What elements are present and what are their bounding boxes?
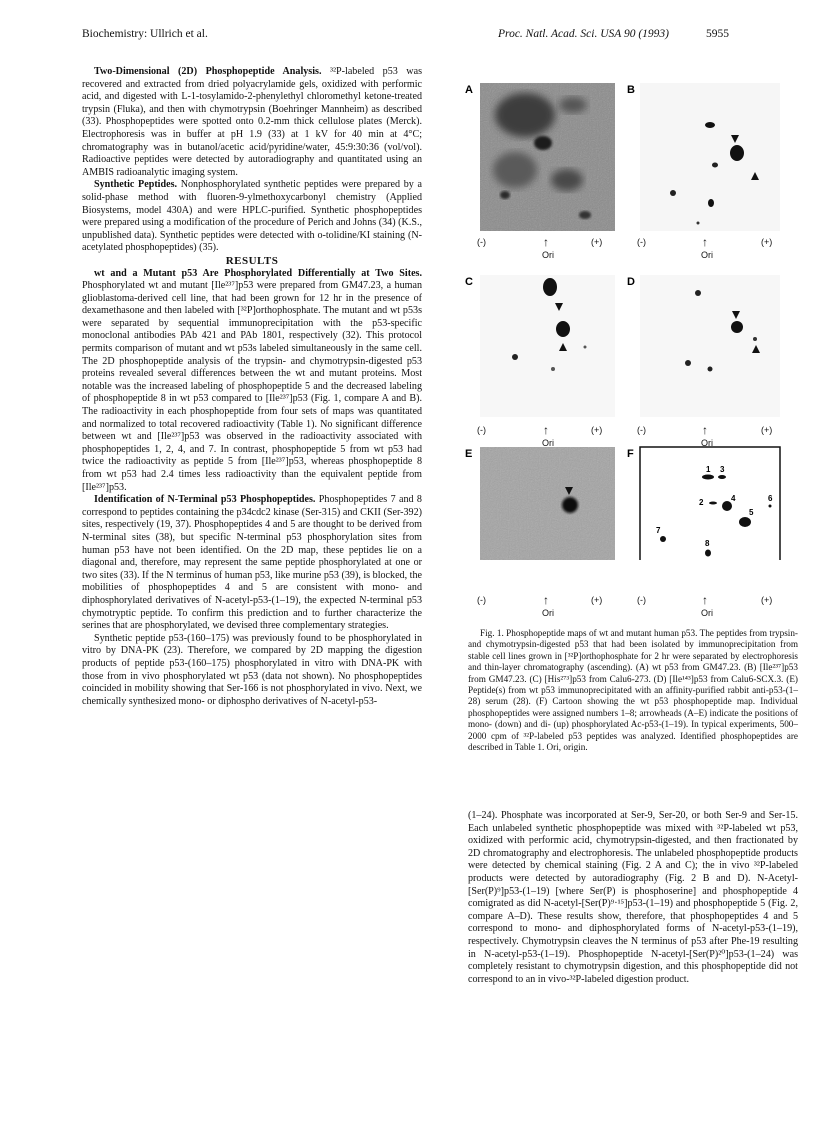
- panel-c-spot: [551, 367, 555, 371]
- panel-b-spot: [730, 145, 744, 161]
- panel-b-spot: [708, 199, 714, 207]
- left-column: [82, 66, 422, 708]
- paragraph-text: Nonphosphorylated synthetic peptides were prepared by a solid-phase method with fluoren-9-ylmethoxycarbonyl chemistry (Applied Biosystems, model 430A) and were HPLC-purified. Synthetic phosphopeptides were prepared using a modification of the procedure of Perich and Johns (34) (K.S., unpublished data). Synthetic peptides were detected with o-tolidine/KI staining (N-acetylated phosphopeptides) (35).: [82, 179, 422, 254]
- cartoon-number-6: 6: [768, 494, 773, 503]
- origin-label: Ori: [542, 608, 554, 618]
- origin-label: Ori: [701, 608, 713, 618]
- page-number: 5955: [706, 28, 729, 40]
- runin-heading: Two-Dimensional (2D) Phosphopeptide Analysis.: [94, 66, 322, 77]
- panel-c-background: [480, 275, 615, 417]
- runin-heading: Identification of N-Terminal p53 Phosphopeptides.: [94, 494, 316, 506]
- panel-a-smear: [551, 169, 583, 191]
- paragraph-text: Phosphorylated wt and mutant [Ile²³⁷]p53 were prepared from GM47.23, a human glioblastoma-derived cell line, that had been grown for 12 hr in the presence of dexamethasone and then labeled with [³²P]orthophosphate. The mutant and wt p53s were separated by sequential immunoprecipitation with the p53-specific monoclonal antibodies PAb 421 and PAb 1801, respectively (32). This protocol permits comparison of mutant and wt p53s labeled simultaneously in the same cell. The 2D phosphopeptide analysis of the trypsin- and chymotrypsin-digested p53 proteins revealed several differences between the wt and mutant proteins. Most notable was the increased labeling of phosphopeptide 5 and the decreased labeling of phosphopeptide 8 in wt p53 compared to [Ile²³⁷]p53 (Fig. 1, compare A and B). The radioactivity in each phosphopeptide from four sets of maps was quantitated and normalized to total recovered radioactivity (Table 1). No significant difference between wt and [Ile²³⁷]p53 was observed in the radioactivity associated with phosphopeptides 1, 2, 4, and 7. In contrast, phosphopeptide 5 from wt p53 had twice the radioactivity as peptide 5 from [Ile²³⁷]p53, whereas phosphopeptide 8 from wt p53 had 2.4 times less radioactivity than the equivalent peptide from [Ile²³⁷]p53.: [82, 280, 422, 493]
- panel-d-spot: [731, 321, 743, 333]
- panel-a: [480, 83, 615, 231]
- origin-arrow-icon: ↑: [543, 423, 549, 437]
- results-heading: RESULTS: [225, 254, 279, 267]
- panel-a-smear: [559, 97, 587, 113]
- caption-title: Fig. 1.: [480, 628, 504, 638]
- cartoon-number-2: 2: [699, 498, 704, 507]
- paragraph-synthetic-peptide-dnapk: Synthetic peptide p53-(160–175) was previously found to be phosphorylated in vitro by DNA-PK (23). Therefore, we compared by 2D mapping the digestion products of peptide p53-(160–175) phosphorylated in vitro with DNA-PK with those from in vivo phosphorylated wt p53 (data not shown). No phosphopeptides coincided in mobility showing that Ser-166 is not phosphorylated in vivo. Next, we chemically synthesized mono- or diphospho derivatives of N-acetyl-p53-: [82, 632, 422, 707]
- cartoon-spot-6: [769, 505, 772, 508]
- panel-b-spot: [670, 190, 676, 196]
- panel-d-spot: [685, 360, 691, 366]
- panel-c-spot: [543, 278, 557, 296]
- cartoon-spot-2: [709, 502, 717, 505]
- right-column-text: [468, 810, 798, 986]
- cartoon-spot-3: [718, 475, 726, 479]
- running-header-journal: Proc. Natl. Acad. Sci. USA 90 (1993): [498, 28, 669, 40]
- minus-label: (-): [477, 237, 486, 247]
- paragraph-text: Phosphopeptides 7 and 8 correspond to peptides containing the p34cdc2 kinase (Ser-315) and CKII (Ser-392) sites, respectively (19, 37). Phosphopeptides 4 and 5 are thought to be derived from N-terminal sites (38), but specific N-terminal p53 phosphorylation sites from human p53 have not been identified. On the 2D map, these peptides lie on a diagonal and, therefore, may represent the same peptide phosphorylated at one or two sites (33). If the N terminus of human p53, like murine p53 (39), is blocked, the mobilities of phosphopeptides 4 and 5 are consistent with mono- and diphosphorylated derivatives of N-acetyl-p53-(1–19), the expected N-terminal p53 chymotryptic peptide. To confirm this prediction and to further characterize the serines that are phosphorylated, we devised three complementary strategies.: [82, 494, 422, 632]
- panel-d-spot: [708, 367, 713, 372]
- paragraph-synthetic-peptides: [82, 179, 422, 255]
- cartoon-number-7: 7: [656, 526, 661, 535]
- origin-label: Ori: [701, 250, 713, 260]
- panel-letter-c: C: [465, 276, 473, 288]
- cartoon-spot-8: [705, 550, 711, 557]
- panel-e: [480, 447, 615, 560]
- cartoon-spot-1: [702, 475, 714, 480]
- plus-label: (+): [591, 595, 603, 605]
- minus-label: (-): [477, 425, 486, 435]
- origin-label: Ori: [701, 438, 713, 448]
- panel-c: [480, 275, 615, 417]
- panel-b: [640, 83, 780, 231]
- origin-arrow-icon: ↑: [543, 235, 549, 249]
- origin-arrow-icon: ↑: [702, 235, 708, 249]
- panel-letter-a: A: [465, 84, 473, 96]
- panel-d-spot: [695, 290, 701, 296]
- minus-label: (-): [637, 237, 646, 247]
- panel-f: [640, 447, 780, 560]
- paragraph-text: ³²P-labeled p53 was recovered and extracted from dried polyacrylamide gels, oxidized with performic acid, and digested with L-1-tosylamido-2-phenylethyl chloromethyl ketone-treated trypsin (Fluka), and then with chymotrypsin (Boehringer Mannheim) as described (33). Phosphopeptides were spotted onto 0.2-mm thick cellulose plates (Merck). Electrophoresis was in buffer at pH 1.9 (33) at 1 kV for 40 min at 4°C; chromatography was in butanol/acetic acid/pyridine/water, 45:9:30:36 (vol/vol). Radioactive peptides were detected by autoradiography and quantitated using an AMBIS radioanalytic imaging system.: [82, 66, 422, 178]
- caption-text: Phosphopeptide maps of wt and mutant human p53. The peptides from trypsin- and chymotrypsin-digested p53 that had been isolated by immunoprecipitation from stable cell lines grown in [³²P]orthophosphate for 2 hr were separated by electrophoresis and thin-layer chromatography (ascending). (A) wt p53 from GM47.23. (B) [Ile²³⁷]p53 from GM47.23. (C) [His²⁷³]p53 from Calu6-273. (D) [Ile¹⁴³]p53 from Calu6-SCX.3. (E) Peptide(s) from wt p53 immunoprecipitated with an affinity-purified rabbit anti-p53-(1–28) serum (28). (F) Cartoon showing the wt p53 phosphopeptide map. Individual phosphopeptides were assigned numbers 1–8; arrowheads (A–E) indicate the positions of mono- (down) and di- (up) phosphorylated Ac-p53-(1–19). In typical experiments, 500–2000 cpm of ³²P-labeled p53 peptides was analyzed. Identified phosphopeptides are described in Table 1. Ori, origin.: [468, 628, 798, 753]
- plus-label: (+): [761, 595, 773, 605]
- plus-label: (+): [761, 237, 773, 247]
- cartoon-number-3: 3: [720, 465, 725, 474]
- panel-a-spot: [579, 211, 591, 219]
- panel-d-spot: [753, 337, 757, 341]
- paragraph-2d-analysis: [82, 66, 422, 179]
- plus-label: (+): [591, 425, 603, 435]
- panel-c-spot: [584, 346, 587, 349]
- cartoon-number-1: 1: [706, 465, 711, 474]
- panel-a-smear: [495, 93, 555, 137]
- panel-letter-f: F: [627, 448, 634, 460]
- panel-b-spot: [697, 222, 700, 225]
- running-header-authors: Biochemistry: Ullrich et al.: [82, 28, 208, 40]
- cartoon-spot-5: [739, 517, 751, 527]
- origin-arrow-icon: ↑: [702, 593, 708, 607]
- panel-letter-d: D: [627, 276, 635, 288]
- plus-label: (+): [761, 425, 773, 435]
- phosphopeptide-maps: [455, 75, 795, 560]
- panel-d-background: [640, 275, 780, 417]
- plus-label: (+): [591, 237, 603, 247]
- paragraph-n-terminal: [82, 494, 422, 633]
- paragraph-continued: (1–24). Phosphate was incorporated at Ser-9, Ser-20, or both Ser-9 and Ser-15. Each unlabeled synthetic phosphopeptide was mixed with ³²P-labeled wt p53, oxidized with performic acid, chymotrypsin-digested, and then fractionated by 2D chromatography and electrophoresis. The unlabeled phosphopeptide products were detected by chemical staining (Fig. 2 A and C); the in vivo ³²P-labeled products were detected by autoradiography (Fig. 2 B and D). N-Acetyl-[Ser(P)⁹]p53-(1–19) [where Ser(P) is phosphoserine] and phosphopeptide 4 comigrated as did N-acetyl-[Ser(P)⁹·¹⁵]p53-(1–19) and phosphopeptide 5 (Fig. 2, compare A–D). These results show, therefore, that phosphopeptides 4 and 5 correspond to mono- and diphosphorylated forms of N-acetyl-p53-(1–19), respectively. Chymotrypsin cleaves the N terminus of p53 after Phe-19 resulting in N-acetyl-p53-(1–19). Phosphopeptide N-acetyl-[Ser(P)²⁰]p53-(1–24) was completely resistant to chymotrypsin digestion, and this phosphopeptide did not correspond to an in vivo-³²P-labeled digestion product.: [468, 810, 798, 985]
- figure-caption: [468, 628, 798, 753]
- runin-heading: wt and a Mutant p53 Are Phosphorylated Differentially at Two Sites.: [94, 267, 422, 279]
- minus-label: (-): [637, 425, 646, 435]
- paragraph-wt-mutant: [82, 268, 422, 495]
- panel-b-spot: [705, 122, 715, 128]
- runin-heading: Synthetic Peptides.: [94, 179, 178, 191]
- panel-d: [640, 275, 780, 417]
- panel-e-spot: [562, 497, 578, 513]
- panel-c-spot: [512, 354, 518, 360]
- cartoon-number-8: 8: [705, 539, 710, 548]
- cartoon-number-5: 5: [749, 508, 754, 517]
- panel-a-spot: [534, 136, 552, 150]
- minus-label: (-): [637, 595, 646, 605]
- panel-letter-b: B: [627, 84, 635, 96]
- panel-b-background: [640, 83, 780, 231]
- cartoon-number-4: 4: [731, 494, 736, 503]
- figure-1: [455, 75, 795, 560]
- panel-b-spot: [712, 163, 718, 168]
- panel-c-spot: [556, 321, 570, 337]
- panel-a-spot: [500, 191, 510, 199]
- panel-letter-e: E: [465, 448, 473, 460]
- origin-label: Ori: [542, 438, 554, 448]
- origin-label: Ori: [542, 250, 554, 260]
- minus-label: (-): [477, 595, 486, 605]
- cartoon-spot-7: [660, 536, 666, 542]
- panel-a-smear: [493, 152, 537, 188]
- panel-e-grain: [480, 447, 615, 560]
- origin-arrow-icon: ↑: [702, 423, 708, 437]
- origin-arrow-icon: ↑: [543, 593, 549, 607]
